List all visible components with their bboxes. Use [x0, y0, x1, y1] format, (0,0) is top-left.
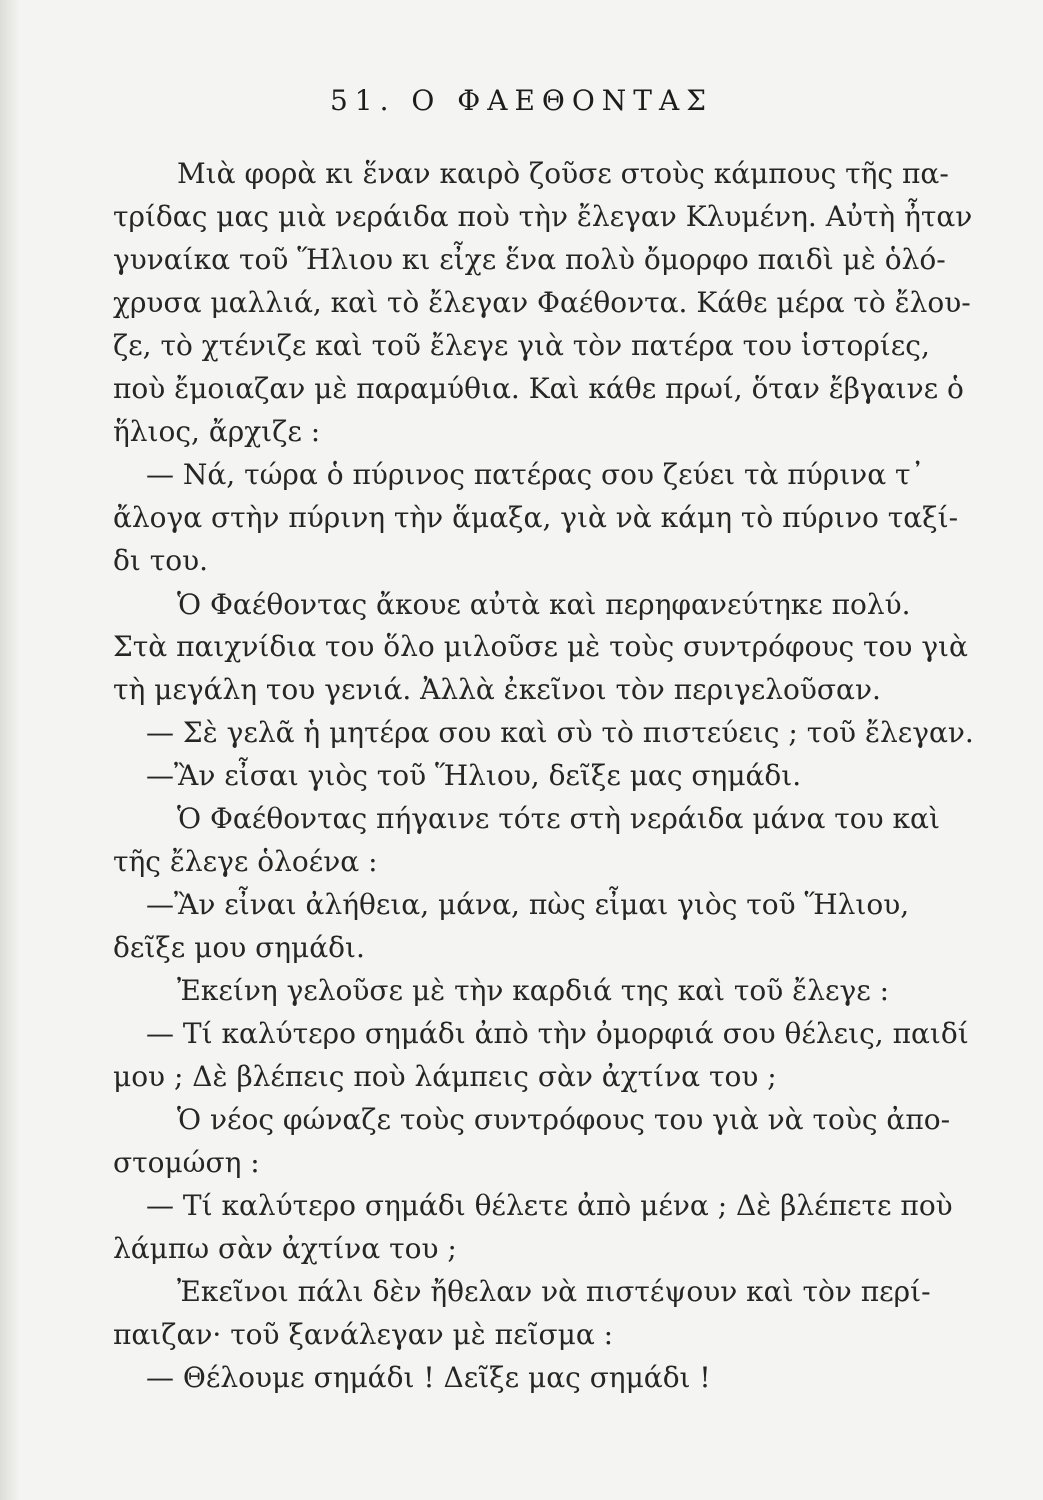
text-line: παιζαν· τοῦ ξανάλεγαν μὲ πεῖσμα : — [113, 1318, 614, 1351]
text-line: Μιὰ φορὰ κι ἕναν καιρὸ ζοῦσε στοὺς κάμπους τῆς πα- — [177, 157, 949, 190]
text-line: — Τί καλύτερο σημάδι ἀπὸ τὴν ὀμορφιά σου θέλεις, παιδί — [146, 1017, 969, 1050]
text-line: ἄλογα στὴν πύρινη τὴν ἅμαξα, γιὰ νὰ κάμη τὸ πύρινο ταξί- — [113, 501, 959, 534]
chapter-title: 51. Ο ΦΑΕΘΟΝΤΑΣ — [329, 84, 713, 117]
text-line: — Νά, τώρα ὁ πύρινος πατέρας σου ζεύει τὰ πύρινα τ᾽ — [146, 458, 925, 491]
text-line: Ὁ Φαέθοντας ἄκουε αὐτὰ καὶ περηφανεύτηκε πολύ. — [177, 588, 911, 621]
text-line: τὴ μεγάλη του γενιά. Ἀλλὰ ἐκεῖνοι τὸν περιγελοῦσαν. — [113, 673, 881, 706]
text-line: ποὺ ἔμοιαζαν μὲ παραμύθια. Καὶ κάθε πρωί, ὅταν ἔβγαινε ὁ — [113, 372, 964, 405]
text-line: δεῖξε μου σημάδι. — [113, 931, 365, 964]
text-line: Ὁ Φαέθοντας πήγαινε τότε στὴ νεράιδα μάνα του καὶ — [177, 802, 940, 835]
text-line: —Ἂν εἶναι ἀλήθεια, μάνα, πὼς εἶμαι γιὸς τοῦ Ἥλιου, — [146, 888, 910, 921]
text-line: χρυσα μαλλιά, καὶ τὸ ἔλεγαν Φαέθοντα. Κάθε μέρα τὸ ἔλου- — [113, 286, 971, 319]
text-line: Ἐκεῖνοι πάλι δὲν ἤθελαν νὰ πιστέψουν καὶ τὸν περί- — [177, 1275, 931, 1308]
text-line: — Σὲ γελᾶ ἡ μητέρα σου καὶ σὺ τὸ πιστεύεις ; τοῦ ἔλεγαν. — [146, 716, 974, 749]
scan-edge-shadow — [0, 0, 20, 1500]
text-line: — Τί καλύτερο σημάδι θέλετε ἀπὸ μένα ; Δὲ βλέπετε ποὺ — [146, 1189, 953, 1222]
text-line: γυναίκα τοῦ Ἥλιου κι εἶχε ἕνα πολὺ ὄμορφο παιδὶ μὲ ὁλό- — [113, 243, 946, 276]
text-line: λάμπω σὰν ἀχτίνα του ; — [113, 1232, 457, 1265]
text-line: τρίδας μας μιὰ νεράιδα ποὺ τὴν ἔλεγαν Κλυμένη. Αὐτὴ ἦταν — [113, 200, 973, 233]
text-line: ζε, τὸ χτένιζε καὶ τοῦ ἔλεγε γιὰ τὸν πατέρα του ἱστορίες, — [113, 329, 930, 362]
text-line: —Ἂν εἶσαι γιὸς τοῦ Ἥλιου, δεῖξε μας σημάδι. — [146, 759, 802, 792]
text-line: μου ; Δὲ βλέπεις ποὺ λάμπεις σὰν ἀχτίνα του ; — [113, 1060, 777, 1093]
text-line: τῆς ἔλεγε ὁλοένα : — [113, 845, 378, 878]
text-line: δι του. — [113, 544, 209, 577]
text-line: στομώση : — [113, 1146, 260, 1179]
text-line: Ἐκείνη γελοῦσε μὲ τὴν καρδιά της καὶ τοῦ ἔλεγε : — [177, 974, 890, 1007]
text-line: ἥλιος, ἄρχιζε : — [113, 415, 321, 448]
text-line: Ὁ νέος φώναζε τοὺς συντρόφους του γιὰ νὰ τοὺς ἀπο- — [177, 1103, 951, 1136]
text-line: Στὰ παιχνίδια του ὅλο μιλοῦσε μὲ τοὺς συντρόφους του γιὰ — [113, 630, 968, 663]
text-line: — Θέλουμε σημάδι ! Δεῖξε μας σημάδι ! — [146, 1361, 711, 1394]
